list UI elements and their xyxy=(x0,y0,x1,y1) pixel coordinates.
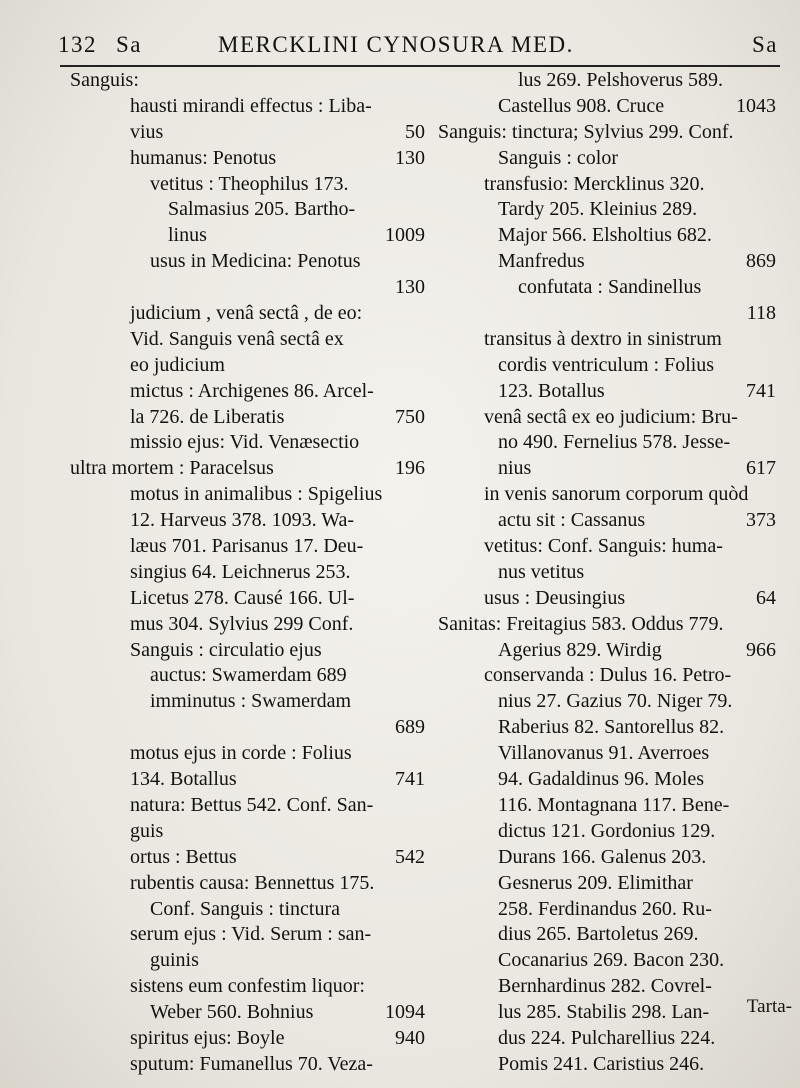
index-entry-text: lus 269. Pelshoverus 589. xyxy=(518,69,723,91)
page-reference: 689 xyxy=(395,716,425,739)
index-entry-text: transfusio: Mercklinus 320. xyxy=(484,172,705,195)
running-header xyxy=(58,26,778,66)
index-line xyxy=(70,560,425,586)
index-line xyxy=(438,586,776,612)
index-line xyxy=(70,663,425,689)
index-entry-text: Vid. Sanguis venâ sectâ ex xyxy=(130,327,344,350)
index-line xyxy=(438,534,776,560)
index-line xyxy=(70,482,425,508)
index-line xyxy=(70,430,425,456)
page-reference: 1094 xyxy=(385,1001,425,1024)
index-line xyxy=(70,922,425,948)
page-reference: 118 xyxy=(746,302,776,325)
index-entry-text: læus 701. Parisanus 17. Deu- xyxy=(130,535,364,558)
index-line xyxy=(70,897,425,923)
index-entry-text: 12. Harveus 378. 1093. Wa- xyxy=(130,509,355,532)
index-entry-text: conservanda : Dulus 16. Petro- xyxy=(484,664,732,687)
page-reference: 373 xyxy=(746,509,776,532)
index-entry-text: no 490. Fernelius 578. Jesse- xyxy=(498,431,731,454)
index-line xyxy=(438,68,776,94)
page-reference: 741 xyxy=(746,379,776,402)
index-entry-text: 258. Ferdinandus 260. Ru- xyxy=(498,897,712,920)
page-reference: 130 xyxy=(395,146,425,169)
page-title: MERCKLINI CYNOSURA MED. xyxy=(218,32,574,57)
index-entry-text: Gesnerus 209. Elimithar xyxy=(498,871,693,894)
index-entry-text: Cocanarius 269. Bacon 230. xyxy=(498,949,725,972)
index-line xyxy=(438,405,776,431)
page-reference: 50 xyxy=(405,120,425,143)
index-line xyxy=(438,871,776,897)
index-line xyxy=(70,819,425,845)
index-entry-text: imminutus : Swamerdam xyxy=(150,690,352,713)
index-entry-text: venâ sectâ ex eo judicium: Bru- xyxy=(484,405,738,428)
index-entry-text: mictus : Archigenes 86. Arcel- xyxy=(130,379,374,402)
index-line xyxy=(70,379,425,405)
index-entry-text: nus vetitus xyxy=(498,560,585,583)
index-line xyxy=(438,94,776,120)
index-entry-text: Sanitas: Freitagius 583. Oddus 779. xyxy=(438,612,724,635)
index-line xyxy=(70,534,425,560)
index-line xyxy=(438,793,776,819)
index-entry-text: nius xyxy=(498,457,532,480)
index-line xyxy=(438,560,776,586)
index-line xyxy=(438,897,776,923)
index-entry-text: dus 224. Pulcharellius 224. xyxy=(498,1026,716,1049)
index-entry-text: natura: Bettus 542. Conf. San- xyxy=(130,793,374,816)
header-rule xyxy=(60,65,780,67)
index-entry-text: 116. Montagnana 117. Bene- xyxy=(498,793,730,816)
index-line xyxy=(70,638,425,664)
index-entry-text: spiritus ejus: Boyle xyxy=(130,1026,285,1049)
index-line xyxy=(438,249,776,275)
index-line xyxy=(70,68,425,94)
index-line xyxy=(70,689,425,715)
index-entry-text: Durans 166. Galenus 203. xyxy=(498,845,707,868)
index-entry-text: Pomis 241. Caristius 246. xyxy=(498,1052,705,1075)
index-line xyxy=(438,482,776,508)
index-line xyxy=(438,508,776,534)
index-entry-text: singius 64. Leichnerus 253. xyxy=(130,560,351,583)
index-entry-text: Major 566. Elsholtius 682. xyxy=(498,224,712,247)
index-line xyxy=(438,974,776,1000)
index-entry-text: vetitus: Conf. Sanguis: huma- xyxy=(484,535,723,558)
index-entry-text: Sanguis: xyxy=(70,69,139,91)
index-line xyxy=(70,301,425,327)
index-entry-text: linus xyxy=(168,224,207,247)
index-entry-text: usus in Medicina: Penotus xyxy=(150,250,361,273)
index-entry-text: la 726. de Liberatis xyxy=(130,405,285,428)
index-entry-text: Sanguis: tinctura; Sylvius 299. Conf. xyxy=(438,120,734,143)
index-line xyxy=(438,845,776,871)
index-entry-text: sputum: Fumanellus 70. Veza- xyxy=(130,1052,373,1075)
index-entry-text: Sanguis : circulatio ejus xyxy=(130,638,322,661)
index-line xyxy=(70,767,425,793)
index-line xyxy=(438,456,776,482)
index-line xyxy=(70,845,425,871)
index-line xyxy=(70,275,425,301)
index-line xyxy=(438,715,776,741)
index-entry-text: Tardy 205. Kleinius 289. xyxy=(498,198,698,221)
index-line xyxy=(438,948,776,974)
index-entry-text: Weber 560. Bohnius xyxy=(150,1001,314,1024)
index-line xyxy=(438,1052,776,1078)
index-line xyxy=(438,327,776,353)
index-entry-text: lus 285. Stabilis 298. Lan- xyxy=(498,1001,710,1024)
index-line xyxy=(70,353,425,379)
index-line xyxy=(70,793,425,819)
index-entry-text: Bernhardinus 282. Covrel- xyxy=(498,975,712,998)
index-line xyxy=(70,120,425,146)
index-line xyxy=(70,508,425,534)
index-line xyxy=(70,223,425,249)
page-reference: 64 xyxy=(756,586,776,609)
index-line xyxy=(70,1026,425,1052)
index-line xyxy=(438,301,776,327)
page-reference: 1009 xyxy=(385,224,425,247)
page-reference: 542 xyxy=(395,845,425,868)
index-line xyxy=(438,430,776,456)
index-line xyxy=(438,922,776,948)
page-reference: 741 xyxy=(395,768,425,791)
page-reference: 130 xyxy=(395,276,425,299)
index-entry-text: vetitus : Theophilus 173. xyxy=(150,172,349,195)
index-line xyxy=(70,871,425,897)
index-line xyxy=(438,146,776,172)
left-column xyxy=(70,68,425,1078)
index-line xyxy=(438,120,776,146)
index-entry-text: transitus à dextro in sinistrum xyxy=(484,327,722,350)
index-line xyxy=(438,223,776,249)
index-entry-text: sistens eum confestim liquor: xyxy=(130,975,365,998)
index-line xyxy=(70,612,425,638)
index-entry-text: Licetus 278. Causé 166. Ul- xyxy=(130,586,355,609)
index-entry-text: nius 27. Gazius 70. Niger 79. xyxy=(498,690,733,713)
index-line xyxy=(70,974,425,1000)
index-line xyxy=(438,663,776,689)
page-reference: 617 xyxy=(746,457,776,480)
index-entry-text: Manfredus xyxy=(498,250,585,273)
index-entry-text: 123. Botallus xyxy=(498,379,605,402)
page-number: 132 xyxy=(58,32,97,57)
page-reference: 940 xyxy=(395,1026,425,1049)
right-column xyxy=(438,68,776,1078)
index-line xyxy=(70,249,425,275)
index-entry-text: hausti mirandi effectus : Liba- xyxy=(130,94,372,117)
index-line xyxy=(70,172,425,198)
index-entry-text: usus : Deusingius xyxy=(484,586,626,609)
index-entry-text: motus ejus in corde : Folius xyxy=(130,742,352,765)
index-line xyxy=(438,638,776,664)
index-entry-text: Agerius 829. Wirdig xyxy=(498,638,662,661)
index-entry-text: Raberius 82. Santorellus 82. xyxy=(498,716,725,739)
index-entry-text: ortus : Bettus xyxy=(130,845,237,868)
index-entry-text: Conf. Sanguis : tinctura xyxy=(150,897,340,920)
index-entry-text: eo judicium xyxy=(130,353,225,376)
index-entry-text: auctus: Swamerdam 689 xyxy=(150,664,347,687)
index-entry-text: missio ejus: Vid. Venæsectio xyxy=(130,431,360,454)
index-entry-text: confutata : Sandinellus xyxy=(518,276,702,299)
index-entry-text: rubentis causa: Bennettus 175. xyxy=(130,871,375,894)
index-line xyxy=(70,586,425,612)
index-line xyxy=(70,1052,425,1078)
index-entry-text: vius xyxy=(130,120,164,143)
right-abbrev: Sa xyxy=(752,32,778,57)
index-entry-text: Sanguis : color xyxy=(498,146,618,169)
index-line xyxy=(70,197,425,223)
index-entry-text: dictus 121. Gordonius 129. xyxy=(498,819,716,842)
index-entry-text: motus in animalibus : Spigelius xyxy=(130,483,383,506)
index-line xyxy=(70,715,425,741)
index-line xyxy=(438,1026,776,1052)
index-line xyxy=(70,456,425,482)
index-entry-text: ultra mortem : Paracelsus xyxy=(70,457,274,480)
index-line xyxy=(70,146,425,172)
index-entry-text: actu sit : Cassanus xyxy=(498,509,646,532)
catchword: Tarta- xyxy=(746,996,792,1017)
index-line xyxy=(438,819,776,845)
index-entry-text: 134. Botallus xyxy=(130,768,237,791)
index-line xyxy=(438,172,776,198)
index-line xyxy=(438,741,776,767)
index-entry-text: mus 304. Sylvius 299 Conf. xyxy=(130,612,354,635)
index-entry-text: Villanovanus 91. Averroes xyxy=(498,742,710,765)
index-line xyxy=(438,1000,776,1026)
index-entry-text: humanus: Penotus xyxy=(130,146,277,169)
index-entry-text: dius 265. Bartoletus 269. xyxy=(498,923,699,946)
page-reference: 750 xyxy=(395,405,425,428)
index-entry-text: Salmasius 205. Bartho- xyxy=(168,198,356,221)
left-abbrev: Sa xyxy=(116,32,142,57)
index-entry-text: judicium , venâ sectâ , de eo: xyxy=(130,302,363,325)
index-line xyxy=(438,689,776,715)
page-reference: 869 xyxy=(746,250,776,273)
index-entry-text: cordis ventriculum : Folius xyxy=(498,353,715,376)
page-reference: 966 xyxy=(746,638,776,661)
page-reference: 196 xyxy=(395,457,425,480)
index-line xyxy=(70,741,425,767)
page-reference: 1043 xyxy=(736,94,776,117)
index-line xyxy=(438,767,776,793)
index-line xyxy=(70,1000,425,1026)
index-line xyxy=(438,275,776,301)
index-entry-text: Castellus 908. Cruce xyxy=(498,94,665,117)
index-line xyxy=(438,197,776,223)
index-entry-text: serum ejus : Vid. Serum : san- xyxy=(130,923,372,946)
index-entry-text: guinis xyxy=(150,949,199,972)
index-line xyxy=(438,612,776,638)
index-line xyxy=(438,353,776,379)
index-line xyxy=(70,405,425,431)
index-line xyxy=(70,94,425,120)
index-entry-text: 94. Gadaldinus 96. Moles xyxy=(498,768,705,791)
index-entry-text: guis xyxy=(130,819,164,842)
index-entry-text: in venis sanorum corporum quòd xyxy=(484,483,749,506)
index-line xyxy=(70,948,425,974)
index-line xyxy=(438,379,776,405)
index-line xyxy=(70,327,425,353)
